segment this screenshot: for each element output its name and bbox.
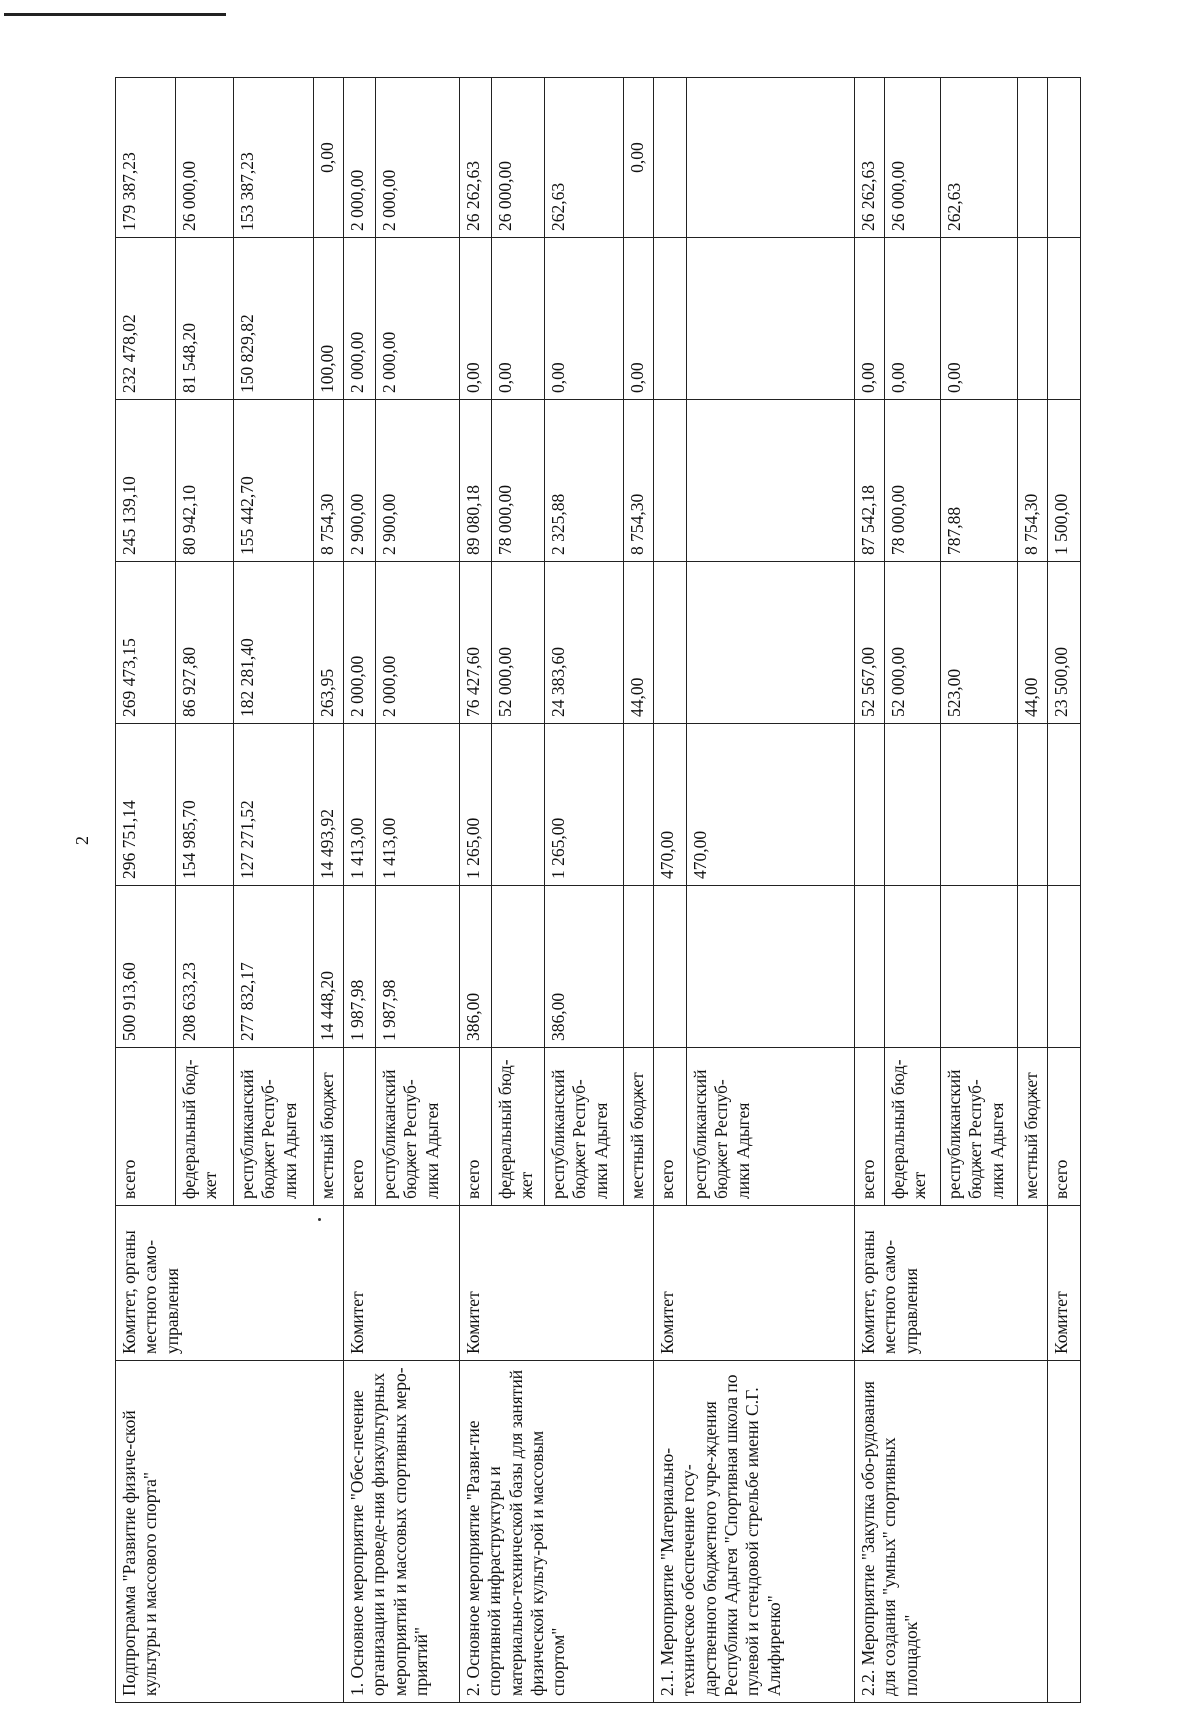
executor: Комитет xyxy=(460,1206,654,1361)
amount-cell xyxy=(687,400,855,562)
amount-cell: 0,00 xyxy=(855,238,885,400)
amount-cell xyxy=(654,562,687,724)
funding-source: федеральный бюд-жет xyxy=(885,1048,941,1206)
amount-cell: 26 262,63 xyxy=(855,78,885,238)
amount-cell: 2 000,00 xyxy=(376,78,460,238)
amount-cell: 2 000,00 xyxy=(344,562,376,724)
amount-cell: 1 413,00 xyxy=(376,724,460,886)
funding-source: республиканский бюджет Респуб-лики Адыгея xyxy=(941,1048,1018,1206)
table-row xyxy=(654,78,687,1703)
amount-cell: 1 987,98 xyxy=(376,886,460,1048)
amount-cell xyxy=(1018,78,1048,238)
amount-cell xyxy=(624,886,654,1048)
amount-cell: 2 900,00 xyxy=(376,400,460,562)
amount-cell: 26 000,00 xyxy=(176,78,234,238)
amount-cell xyxy=(654,400,687,562)
funding-source: федеральный бюд-жет xyxy=(176,1048,234,1206)
amount-cell xyxy=(885,886,941,1048)
amount-cell xyxy=(624,724,654,886)
budget-table xyxy=(115,77,1081,1703)
funding-source: всего xyxy=(1048,1048,1081,1206)
funding-source: республиканский бюджет Респуб-лики Адыгея xyxy=(234,1048,314,1206)
amount-cell: 1 987,98 xyxy=(344,886,376,1048)
amount-cell: 89 080,18 xyxy=(460,400,492,562)
budget-table-rotated xyxy=(115,78,1080,1703)
amount-cell: 0,00 xyxy=(624,78,654,238)
amount-cell xyxy=(687,238,855,400)
funding-source: республиканский бюджет Респуб-лики Адыгея xyxy=(545,1048,624,1206)
amount-cell: 0,00 xyxy=(545,238,624,400)
amount-cell: 87 542,18 xyxy=(855,400,885,562)
amount-cell xyxy=(855,724,885,886)
amount-cell: 24 383,60 xyxy=(545,562,624,724)
funding-source: республиканский бюджет Респуб-лики Адыгея xyxy=(376,1048,460,1206)
funding-source: местный бюджет xyxy=(624,1048,654,1206)
amount-cell: 500 913,60 xyxy=(116,886,176,1048)
amount-cell: 2 000,00 xyxy=(344,78,376,238)
table-row xyxy=(460,78,492,1703)
amount-cell: 52 000,00 xyxy=(885,562,941,724)
amount-cell: 26 262,63 xyxy=(460,78,492,238)
program-description: 2.2. Мероприятие "Закупка обо-рудования для создания "умных" спортивных площадок" xyxy=(855,1361,1048,1703)
amount-cell xyxy=(941,886,1018,1048)
funding-source: всего xyxy=(855,1048,885,1206)
executor: Комитет, органы местного само-управления xyxy=(855,1206,1048,1361)
amount-cell: 76 427,60 xyxy=(460,562,492,724)
funding-source: всего xyxy=(344,1048,376,1206)
funding-source: всего xyxy=(460,1048,492,1206)
amount-cell: 1 265,00 xyxy=(460,724,492,886)
amount-cell: 154 985,70 xyxy=(176,724,234,886)
executor: Комитет xyxy=(654,1206,855,1361)
amount-cell: 0,00 xyxy=(941,238,1018,400)
amount-cell: 86 927,80 xyxy=(176,562,234,724)
amount-cell: 523,00 xyxy=(941,562,1018,724)
amount-cell: 26 000,00 xyxy=(492,78,545,238)
amount-cell xyxy=(492,724,545,886)
amount-cell xyxy=(885,724,941,886)
amount-cell xyxy=(1048,886,1081,1048)
amount-cell xyxy=(855,886,885,1048)
funding-source: местный бюджет xyxy=(314,1048,344,1206)
amount-cell: 80 942,10 xyxy=(176,400,234,562)
amount-cell: 263,95 xyxy=(314,562,344,724)
amount-cell: 81 548,20 xyxy=(176,238,234,400)
amount-cell: 0,00 xyxy=(624,238,654,400)
program-description xyxy=(1048,1361,1081,1703)
amount-cell: 1 413,00 xyxy=(344,724,376,886)
amount-cell: 787,88 xyxy=(941,400,1018,562)
amount-cell xyxy=(654,238,687,400)
amount-cell: 44,00 xyxy=(1018,562,1048,724)
amount-cell: 179 387,23 xyxy=(116,78,176,238)
header-rule xyxy=(4,13,226,16)
amount-cell: 269 473,15 xyxy=(116,562,176,724)
amount-cell: 26 000,00 xyxy=(885,78,941,238)
amount-cell: 232 478,02 xyxy=(116,238,176,400)
program-description: Подпрограмма "Развитие физиче-ской культуры и массового спорта" xyxy=(116,1361,344,1703)
amount-cell: 2 000,00 xyxy=(376,562,460,724)
amount-cell: 8 754,30 xyxy=(314,400,344,562)
budget-table-body xyxy=(116,78,1081,1703)
amount-cell xyxy=(687,886,855,1048)
amount-cell: 2 000,00 xyxy=(376,238,460,400)
amount-cell: 78 000,00 xyxy=(492,400,545,562)
amount-cell xyxy=(1048,238,1081,400)
amount-cell xyxy=(492,886,545,1048)
amount-cell: 208 633,23 xyxy=(176,886,234,1048)
amount-cell: 44,00 xyxy=(624,562,654,724)
amount-cell xyxy=(1018,238,1048,400)
funding-source: всего xyxy=(116,1048,176,1206)
amount-cell: 155 442,70 xyxy=(234,400,314,562)
amount-cell: 1 265,00 xyxy=(545,724,624,886)
amount-cell: 470,00 xyxy=(654,724,687,886)
amount-cell: 100,00 xyxy=(314,238,344,400)
amount-cell: 150 829,82 xyxy=(234,238,314,400)
amount-cell xyxy=(1018,886,1048,1048)
amount-cell: 14 493,92 xyxy=(314,724,344,886)
amount-cell xyxy=(687,78,855,238)
amount-cell xyxy=(654,886,687,1048)
amount-cell xyxy=(1048,78,1081,238)
amount-cell: 0,00 xyxy=(492,238,545,400)
program-description: 2. Основное мероприятие "Разви-тие спортивной инфраструктуры и материально-технической базы для занятий физической культу-рой и массовым спортом" xyxy=(460,1361,654,1703)
amount-cell: 277 832,17 xyxy=(234,886,314,1048)
amount-cell xyxy=(1048,724,1081,886)
amount-cell: 127 271,52 xyxy=(234,724,314,886)
funding-source: федеральный бюд-жет xyxy=(492,1048,545,1206)
funding-source: всего xyxy=(654,1048,687,1206)
page-number: 2 xyxy=(72,836,92,845)
amount-cell: 470,00 xyxy=(687,724,855,886)
amount-cell xyxy=(941,724,1018,886)
amount-cell: 262,63 xyxy=(941,78,1018,238)
amount-cell: 0,00 xyxy=(460,238,492,400)
amount-cell: 14 448,20 xyxy=(314,886,344,1048)
amount-cell: 2 325,88 xyxy=(545,400,624,562)
amount-cell: 153 387,23 xyxy=(234,78,314,238)
amount-cell: 262,63 xyxy=(545,78,624,238)
amount-cell: 1 500,00 xyxy=(1048,400,1081,562)
executor: Комитет, органы местного само-управления xyxy=(116,1206,344,1361)
amount-cell: 2 900,00 xyxy=(344,400,376,562)
amount-cell: 8 754,30 xyxy=(624,400,654,562)
amount-cell: 296 751,14 xyxy=(116,724,176,886)
amount-cell: 52 567,00 xyxy=(855,562,885,724)
funding-source: местный бюджет xyxy=(1018,1048,1048,1206)
amount-cell: 0,00 xyxy=(885,238,941,400)
amount-cell: 23 500,00 xyxy=(1048,562,1081,724)
table-row xyxy=(116,78,176,1703)
table-row xyxy=(1048,78,1081,1703)
table-row xyxy=(855,78,885,1703)
amount-cell: 0,00 xyxy=(314,78,344,238)
amount-cell: 2 000,00 xyxy=(344,238,376,400)
amount-cell: 386,00 xyxy=(460,886,492,1048)
amount-cell: 78 000,00 xyxy=(885,400,941,562)
program-description: 2.1. Мероприятие "Материально-техническое обеспечение госу-дарственного бюджетного учре-ждения Республики Адыгея "Спортивная школа по пулевой и стендовой стрельбе имени С.Г. Алифиренко" xyxy=(654,1361,855,1703)
amount-cell xyxy=(687,562,855,724)
amount-cell: 386,00 xyxy=(545,886,624,1048)
amount-cell: 245 139,10 xyxy=(116,400,176,562)
amount-cell xyxy=(1018,724,1048,886)
amount-cell: 52 000,00 xyxy=(492,562,545,724)
funding-source: республиканский бюджет Респуб-лики Адыгея xyxy=(687,1048,855,1206)
executor: Комитет xyxy=(344,1206,460,1361)
program-description: 1. Основное мероприятие "Обес-печение организации и проведе-ния физкультурных мероприятий и массовых спортивных меро-приятий" xyxy=(344,1361,460,1703)
amount-cell: 182 281,40 xyxy=(234,562,314,724)
table-row xyxy=(344,78,376,1703)
amount-cell: 8 754,30 xyxy=(1018,400,1048,562)
executor: Комитет xyxy=(1048,1206,1081,1361)
amount-cell xyxy=(654,78,687,238)
